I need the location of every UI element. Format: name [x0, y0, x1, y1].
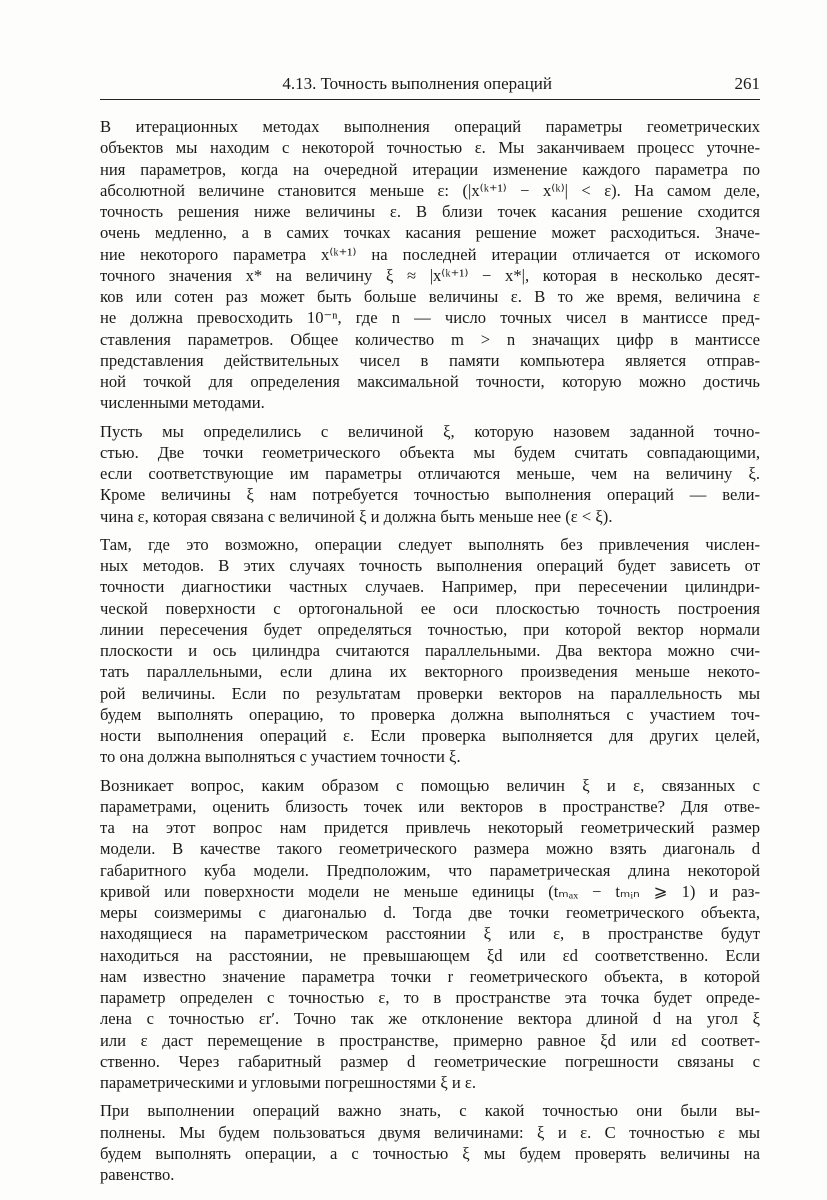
text-line: При выполнении операций важно знать, с какой точностью они были вы-	[100, 1101, 760, 1121]
text-line: модели. В качестве такого геометрического размера можно взять диагональ d	[100, 839, 760, 859]
text-line: точность решения ниже величины ε. В близи точек касания решение сходится	[100, 202, 760, 221]
text-line: ной точкой для определения максимальной точности, которую можно достичь	[100, 372, 760, 391]
body-text	[100, 116, 760, 1192]
text-line: ние некоторого параметра x⁽ᵏ⁺¹⁾ на последней итерации отличается от искомого	[100, 244, 760, 264]
text-line: Там, где это возможно, операции следует выполнять без привлечения числен-	[100, 534, 760, 554]
text-line: тать параллельными, если длина их векторного произведения меньше некото-	[100, 662, 760, 682]
section-title: 4.13. Точность выполнения операций	[282, 74, 552, 93]
running-head	[100, 74, 760, 98]
paragraph	[100, 1100, 760, 1185]
paragraph	[100, 534, 760, 768]
text-line: параметрами, оценить близость точек или векторов в пространстве? Для отве-	[100, 796, 760, 816]
text-line: точности диагностики частных случаев. Например, при пересечении цилиндри-	[100, 577, 760, 597]
text-line: линии пересечения будет определяться точностью, при которой вектор нормали	[100, 619, 760, 639]
text-line: рой величины. Если по результатам проверки векторов на параллельность мы	[100, 683, 760, 703]
text-line: находиться на расстоянии, не превышающем ξd или εd соответственно. Если	[100, 945, 760, 965]
text-line: абсолютной величине становится меньше ε: (|x⁽ᵏ⁺¹⁾ − x⁽ᵏ⁾| < ε). На самом деле,	[100, 180, 760, 200]
text-line: ческой поверхности с ортогональной ее оси плоскостью точность построения	[100, 598, 760, 618]
paragraph	[100, 421, 760, 527]
text-line: очень медленно, а в самих точках касания решение может расходиться. Значе-	[100, 223, 760, 243]
paragraph	[100, 116, 760, 414]
text-line: или ε даст перемещение в пространстве, примерно равное ξd или εd соответ-	[100, 1030, 760, 1050]
text-line: В итерационных методах выполнения операций параметры геометрических	[100, 117, 760, 136]
text-line: параметрическими и угловыми погрешностями ξ и ε.	[100, 1073, 477, 1092]
text-line: ставления параметров. Общее количество m > n значащих цифр в мантиссе	[100, 329, 760, 349]
text-line: будем выполнять операции, а с точностью ξ мы будем проверять величины на	[100, 1143, 760, 1163]
text-line: находящиеся на параметрическом расстоянии ξ или ε, в пространстве будут	[100, 924, 760, 944]
text-line: ственно. Через габаритный размер d геометрические погрешности связаны с	[100, 1051, 760, 1071]
text-line: равенство.	[100, 1165, 175, 1184]
text-line: габаритного куба модели. Предположим, что параметрическая длина некоторой	[100, 860, 760, 880]
text-line: та на этот вопрос нам придется привлечь некоторый геометрический размер	[100, 818, 760, 837]
text-line: представления действительных чисел в памяти компьютера является отправ-	[100, 350, 760, 370]
text-line: не должна превосходить 10⁻ⁿ, где n — число точных чисел в мантиссе пред-	[100, 308, 760, 328]
text-line: Кроме величины ξ нам потребуется точностью выполнения операций — вели-	[100, 485, 760, 505]
text-line: ния параметров, когда на очередной итерации изменение каждого параметра по	[100, 159, 760, 179]
page-number: 261	[734, 74, 760, 93]
text-line: ков или сотен раз может быть больше величины ε. В то же время, величина ε	[100, 287, 760, 306]
text-line: нам известно значение параметра точки r геометрического объекта, в которой	[100, 966, 760, 986]
text-line: лена с точностью εr′. Точно так же отклонение вектора длиной d на угол ξ	[100, 1009, 760, 1029]
text-line: если соответствующие им параметры отличаются меньше, чем на величину ξ.	[100, 464, 760, 483]
text-line: параметр определен с точностью ε, то в пространстве эта точка будет опреде-	[100, 988, 760, 1007]
text-line: полнены. Мы будем пользоваться двумя величинами: ξ и ε. С точностью ε мы	[100, 1122, 760, 1142]
text-line: то она должна выполняться с участием точности ξ.	[100, 747, 461, 767]
text-line: будем выполнять операцию, то проверка должна выполняться с участием точ-	[100, 704, 760, 724]
text-line: Пусть мы определились с величиной ξ, которую назовем заданной точно-	[100, 421, 760, 441]
text-line: плоскости и ось цилиндра считаются параллельными. Два вектора можно счи-	[100, 641, 760, 660]
text-line: численными методами.	[100, 393, 265, 413]
header-rule	[100, 99, 760, 100]
text-line: ности выполнения операций ε. Если проверка выполняется для других целей,	[100, 726, 760, 745]
paragraph	[100, 775, 760, 1094]
text-line: Возникает вопрос, каким образом с помощью величин ξ и ε, связанных с	[100, 775, 760, 795]
text-line: точного значения x* на величину ξ ≈ |x⁽ᵏ⁺¹⁾ − x*|, которая в несколько десят-	[100, 265, 760, 285]
text-line: чина ε, которая связана с величиной ξ и должна быть меньше нее (ε < ξ).	[100, 506, 613, 526]
text-line: кривой или поверхности модели не меньше единицы (tₘₐₓ − tₘᵢₙ ⩾ 1) и раз-	[100, 881, 760, 901]
text-line: меры соизмеримы с диагональю d. Тогда две точки геометрического объекта,	[100, 903, 760, 922]
text-line: объектов мы находим с некоторой точностью ε. Мы заканчиваем процесс уточне-	[100, 138, 760, 158]
text-line: стью. Две точки геометрического объекта мы будем считать совпадающими,	[100, 442, 760, 462]
text-line: ных методов. В этих случаях точность выполнения операций будет зависеть от	[100, 556, 760, 575]
